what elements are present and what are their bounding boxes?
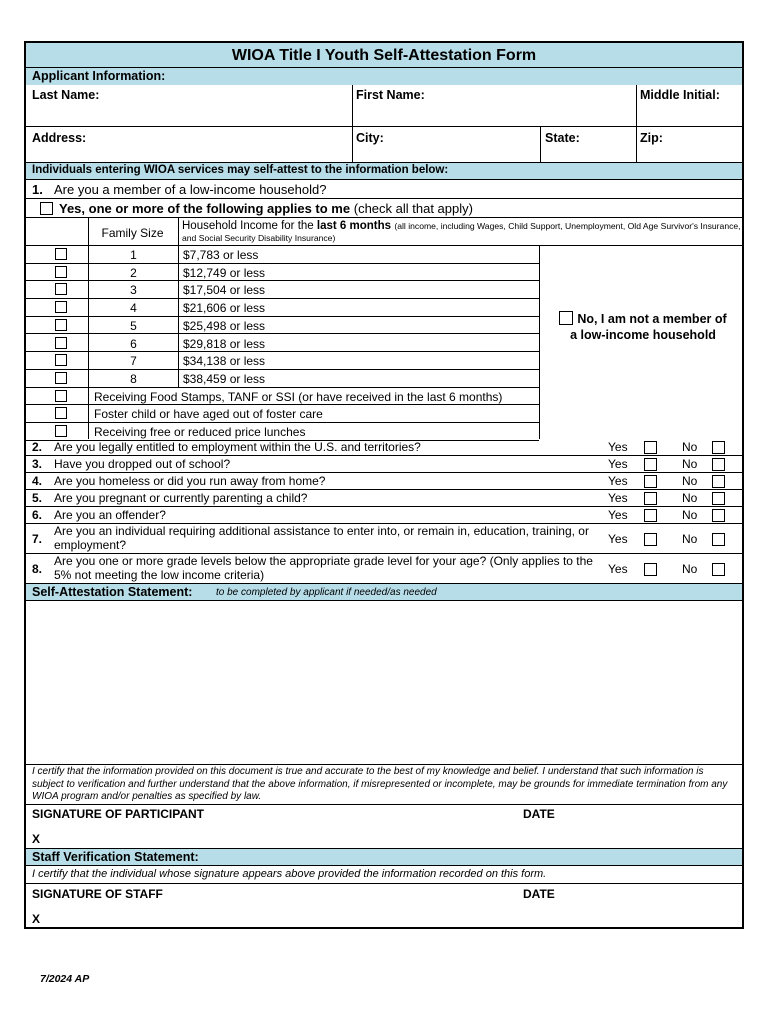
family-size-value: 8	[130, 371, 137, 386]
question-1-text: Are you a member of a low-income household?	[54, 182, 327, 197]
income-row-checkbox[interactable]	[55, 301, 67, 313]
yes-label: Yes	[608, 474, 628, 488]
family-size-value: 7	[130, 354, 137, 369]
certify-row	[26, 765, 742, 805]
income-row	[26, 335, 539, 353]
question-row	[26, 439, 742, 456]
no-checkbox[interactable]	[712, 563, 725, 576]
no-checkbox[interactable]	[712, 441, 725, 454]
income-row	[26, 352, 539, 370]
income-header-period: last 6 months	[316, 220, 392, 232]
question-number: 4.	[32, 474, 43, 488]
individuals-header-row	[26, 163, 742, 180]
question-text: Are you one or more grade levels below the appropriate grade level for your age? (Only applies to the 5% not meeting the low income criteria)	[54, 554, 593, 582]
staff-signature-label: SIGNATURE OF STAFF	[32, 887, 163, 901]
first-name-field[interactable]: First Name:	[356, 88, 425, 102]
staff-certify-row	[26, 866, 742, 884]
question-number: 3.	[32, 457, 43, 471]
staff-signature-row	[26, 884, 742, 927]
yes-checkbox[interactable]	[644, 475, 657, 488]
income-row-checkbox[interactable]	[55, 337, 67, 349]
income-header-lead: Household Income for the	[182, 220, 317, 232]
form-title-row	[26, 43, 742, 68]
yes-option-label	[59, 201, 473, 216]
question-number: 5.	[32, 491, 43, 505]
income-row-checkbox[interactable]	[55, 354, 67, 366]
yes-checkbox[interactable]	[644, 458, 657, 471]
no-label: No	[682, 440, 698, 454]
self-attestation-form	[24, 41, 744, 929]
income-row-checkbox[interactable]	[55, 266, 67, 278]
income-amount: $38,459 or less	[183, 371, 266, 386]
income-amount: $17,504 or less	[183, 283, 266, 298]
income-row-checkbox[interactable]	[55, 372, 67, 384]
benefit-row-checkbox[interactable]	[55, 390, 67, 402]
no-label: No	[682, 457, 698, 471]
income-row-checkbox[interactable]	[55, 283, 67, 295]
no-option-line2: a low-income household	[570, 328, 716, 342]
question-text: Are you legally entitled to employment within the U.S. and territories?	[54, 440, 421, 454]
applicant-header-row	[26, 68, 742, 85]
question-row	[26, 554, 742, 584]
income-table-header	[26, 218, 742, 246]
staff-date-label: DATE	[523, 887, 555, 901]
no-option-line1: No, I am not a member of	[577, 312, 727, 326]
participant-signature-field[interactable]: X	[32, 832, 41, 846]
self-attestation-header-row	[26, 584, 742, 601]
state-field[interactable]: State:	[545, 131, 580, 145]
income-row	[26, 370, 539, 388]
family-size-value: 3	[130, 283, 137, 298]
self-attestation-title: Self-Attestation Statement:	[32, 585, 193, 599]
yes-label: Yes	[608, 457, 628, 471]
yes-checkbox[interactable]	[644, 509, 657, 522]
participant-signature-row	[26, 805, 742, 849]
staff-header: Staff Verification Statement:	[32, 850, 199, 864]
income-row	[26, 246, 539, 264]
income-amount: $7,783 or less	[183, 248, 259, 262]
benefit-row	[26, 405, 539, 423]
city-field[interactable]: City:	[356, 131, 384, 145]
no-label: No	[682, 491, 698, 505]
no-label: No	[682, 474, 698, 488]
benefit-label: Receiving Food Stamps, TANF or SSI (or have received in the last 6 months)	[94, 389, 503, 404]
no-option	[544, 311, 742, 343]
income-row-checkbox[interactable]	[55, 319, 67, 331]
question-number: 8.	[32, 562, 43, 576]
individuals-header: Individuals entering WIOA services may self-attest to the information below:	[32, 164, 449, 176]
family-size-value: 4	[130, 301, 137, 316]
income-header	[182, 220, 742, 244]
zip-field[interactable]: Zip:	[640, 131, 663, 145]
income-row-checkbox[interactable]	[55, 248, 67, 260]
family-size-value: 1	[130, 248, 137, 262]
income-row	[26, 317, 539, 335]
staff-signature-field[interactable]: X	[32, 912, 41, 926]
question-1-row	[26, 180, 742, 199]
question-number: 6.	[32, 508, 43, 522]
question-row	[26, 456, 742, 473]
question-number: 7.	[32, 532, 43, 546]
income-row	[26, 281, 539, 299]
address-field[interactable]: Address:	[32, 131, 87, 145]
self-attestation-text-area[interactable]	[26, 601, 742, 765]
yes-checkbox[interactable]	[644, 563, 657, 576]
no-checkbox[interactable]	[712, 509, 725, 522]
income-amount: $12,749 or less	[183, 265, 266, 280]
middle-initial-field[interactable]: Middle Initial:	[640, 88, 720, 102]
certify-text: I certify that the information provided on this document is true and accurate to the best of my knowledge and belief. I understand that such information is subject to verification and further understand that the above information, if misrepresented or incomplete, may be grounds for immediate termination from any WIOA program and/or penalties as specified by law.	[32, 766, 728, 802]
no-label: No	[682, 532, 698, 546]
yes-label: Yes	[608, 562, 628, 576]
participant-signature-label: SIGNATURE OF PARTICIPANT	[32, 807, 204, 821]
question-text: Are you an individual requiring additional assistance to enter into, or remain in, education, training, or employment?	[54, 524, 589, 552]
question-row	[26, 473, 742, 490]
no-checkbox[interactable]	[712, 475, 725, 488]
yes-label: Yes	[608, 508, 628, 522]
benefit-row-checkbox[interactable]	[55, 425, 67, 437]
participant-date-label: DATE	[523, 807, 555, 821]
benefit-label: Foster child or have aged out of foster care	[94, 407, 323, 422]
address-row	[26, 127, 742, 163]
no-label: No	[682, 562, 698, 576]
last-name-field[interactable]: Last Name:	[32, 88, 100, 102]
income-row	[26, 299, 539, 317]
no-low-income-checkbox[interactable]	[559, 311, 573, 325]
form-title: WIOA Title I Youth Self-Attestation Form	[231, 47, 537, 64]
yes-label: Yes	[608, 440, 628, 454]
question-row	[26, 507, 742, 524]
yes-option-bold: Yes, one or more of the following applies to me	[59, 201, 351, 216]
question-row	[26, 524, 742, 554]
question-text: Are you homeless or did you run away from home?	[54, 474, 326, 488]
yes-checkbox[interactable]	[644, 492, 657, 505]
income-amount: $25,498 or less	[183, 318, 266, 333]
question-1-number: 1.	[32, 182, 43, 197]
question-text: Are you an offender?	[54, 508, 166, 522]
question-row	[26, 490, 742, 507]
question-number: 2.	[32, 440, 43, 454]
income-amount: $21,606 or less	[183, 301, 266, 316]
income-row	[26, 264, 539, 282]
benefit-row	[26, 388, 539, 406]
no-checkbox[interactable]	[712, 458, 725, 471]
yes-checkbox[interactable]	[644, 441, 657, 454]
benefit-row-checkbox[interactable]	[55, 407, 67, 419]
income-amount: $34,138 or less	[183, 354, 266, 369]
no-label: No	[682, 508, 698, 522]
yes-option-row	[26, 199, 742, 218]
question-text: Are you pregnant or currently parenting a child?	[54, 491, 308, 505]
benefit-label: Receiving free or reduced price lunches	[94, 425, 306, 439]
income-header-note: (all income, including Wages, Child Support, Unemployment, Old Age Survivor's Insurance, and Social Security Disability Insurance)	[182, 221, 741, 243]
question-text: Have you dropped out of school?	[54, 457, 231, 471]
yes-low-income-checkbox[interactable]	[40, 202, 53, 215]
no-checkbox[interactable]	[712, 533, 725, 546]
family-size-value: 2	[130, 265, 137, 280]
staff-certify-text: I certify that the individual whose signature appears above provided the information recorded on this form.	[32, 868, 547, 880]
staff-header-row	[26, 849, 742, 866]
form-revision: 7/2024 AP	[40, 973, 90, 985]
name-row	[26, 85, 742, 127]
yes-checkbox[interactable]	[644, 533, 657, 546]
family-size-value: 6	[130, 336, 137, 351]
self-attestation-note: to be completed by applicant if needed/as needed	[216, 587, 437, 598]
income-amount: $29,818 or less	[183, 336, 266, 351]
yes-label: Yes	[608, 532, 628, 546]
yes-label: Yes	[608, 491, 628, 505]
no-checkbox[interactable]	[712, 492, 725, 505]
yes-option-rest: (check all that apply)	[353, 201, 473, 216]
family-size-value: 5	[130, 318, 137, 333]
applicant-header: Applicant Information:	[32, 69, 166, 83]
family-size-header: Family Size	[101, 226, 164, 240]
